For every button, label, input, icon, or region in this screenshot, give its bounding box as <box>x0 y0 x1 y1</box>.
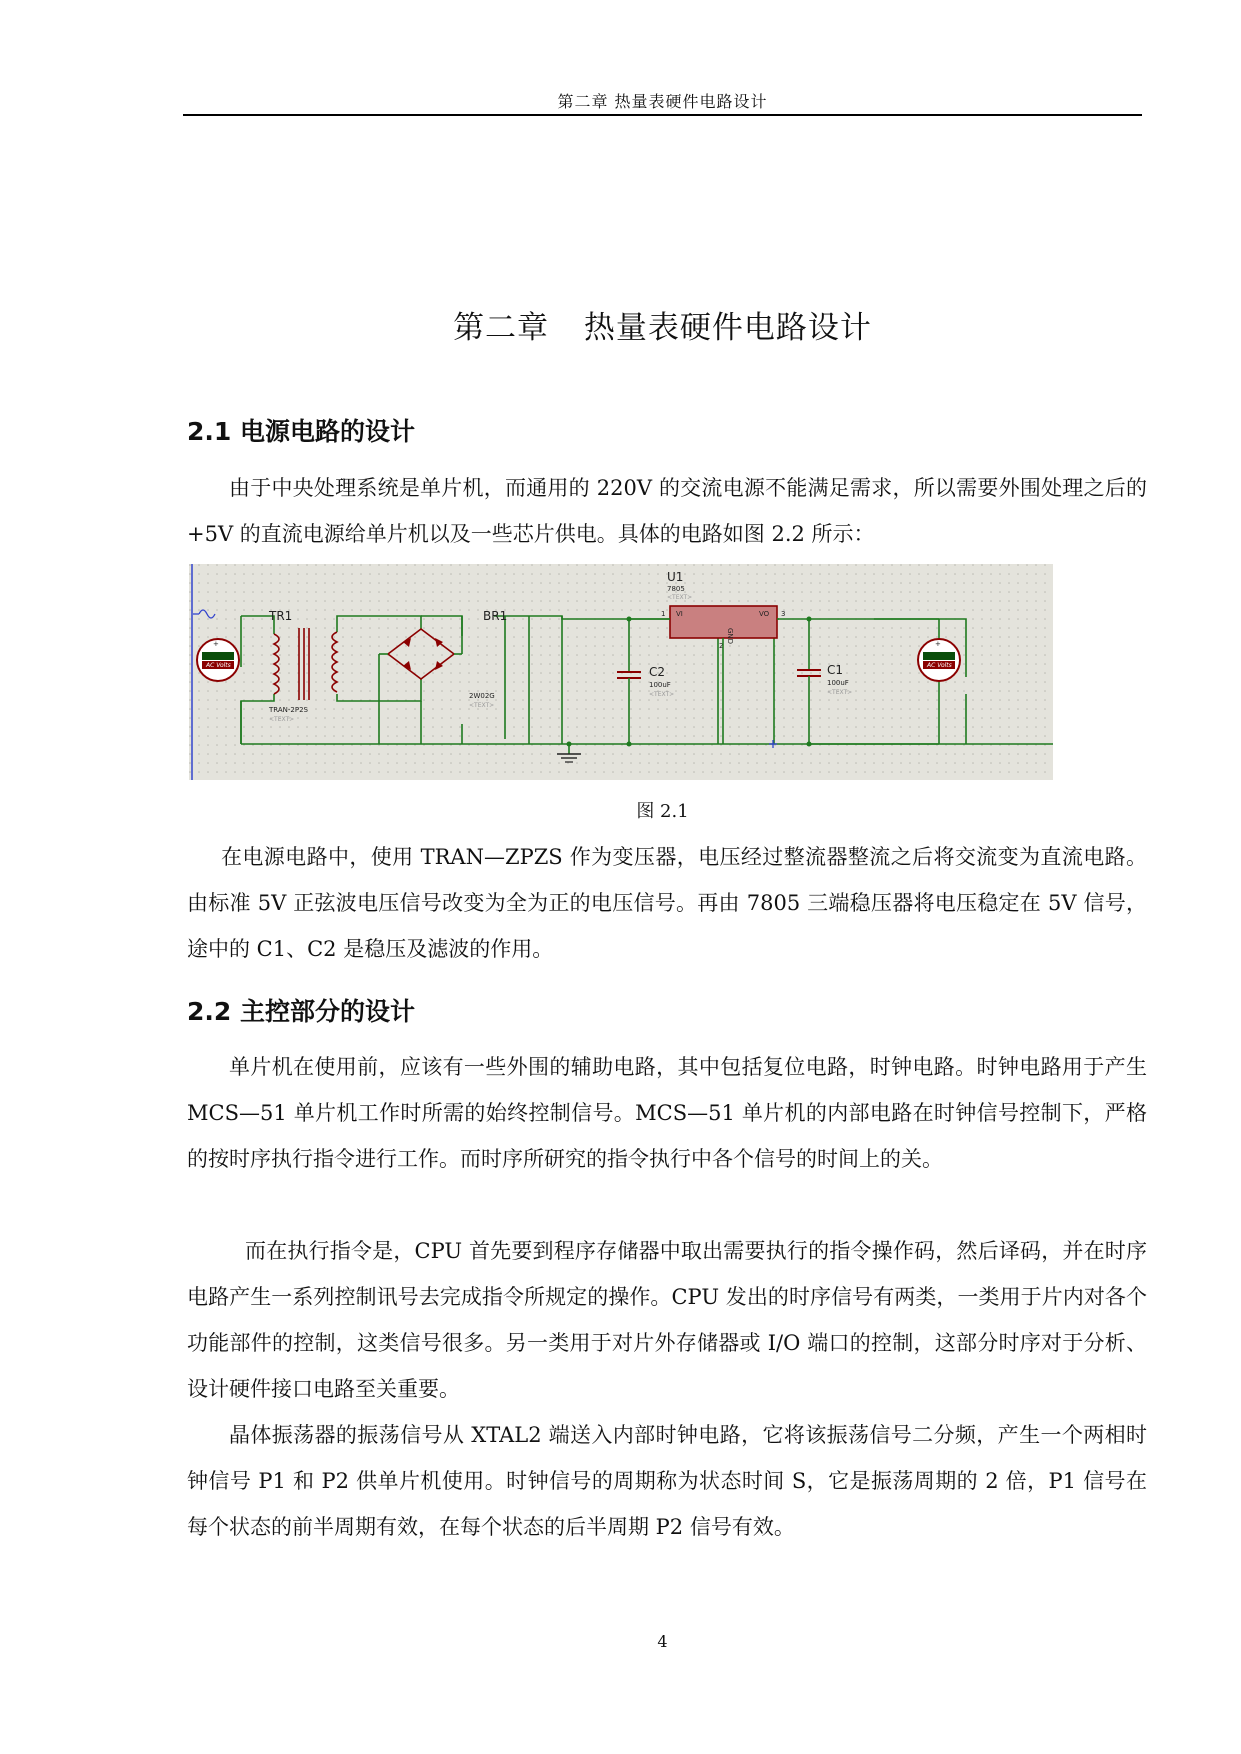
header-rule <box>183 114 1142 116</box>
u1-gnd-pin-label: GND <box>726 628 734 645</box>
paragraph-crystal-oscillator: 晶体振荡器的振荡信号从 XTAL2 端送入内部时钟电路，它将该振荡信号二分频，产生一个两相时钟信号 P1 和 P2 供单片机使用。时钟信号的周期称为状态时间 S，它是振荡周期的 2 倍，P1 信号在每个状态的前半周期有效，在每个状态的后半周期 P2 信号有效。 <box>187 1423 1147 1539</box>
c1-label: C1 <box>827 663 844 677</box>
meter-right-label: AC Volts <box>927 662 952 669</box>
u1-pin1-label: 1 <box>661 610 666 618</box>
u1-part-label: 7805 <box>667 585 685 593</box>
c2-label: C2 <box>649 665 666 679</box>
meter-left-label: AC Volts <box>206 662 231 669</box>
paragraph-mcu-peripherals: 单片机在使用前，应该有一些外围的辅助电路，其中包括复位电路，时钟电路。时钟电路用于产生 MCS—51 单片机工作时所需的始终控制信号。MCS—51 单片机的内部电路在时钟信号控制下，严格的按时序执行指令进行工作。而时序所研究的指令执行中各个信号的时间上的关。 <box>187 1055 1147 1171</box>
chapter-title: 第二章 热量表硬件电路设计 <box>453 310 872 346</box>
u1-vo-pin-label: VO <box>759 610 770 618</box>
c1-value-label: 100uF <box>827 679 849 687</box>
figure-caption: 图 2.1 <box>636 801 689 822</box>
u1-pin3-label: 3 <box>781 610 786 618</box>
br1-label: BR1 <box>483 609 508 623</box>
paragraph-power-intro: 由于中央处理系统是单片机，而通用的 220V 的交流电源不能满足需求，所以需要外围处理之后的+5V 的直流电源给单片机以及一些芯片供电。具体的电路如图 2.2 所示： <box>187 476 1147 546</box>
u1-text-tag: <TEXT> <box>667 594 693 601</box>
tr1-label: TR1 <box>269 609 293 623</box>
paragraph-power-description: 在电源电路中，使用 TRAN—ZPZS 作为变压器，电压经过整流器整流之后将交流变为直流电路。由标准 5V 正弦波电压信号改变为全为正的电压信号。再由 7805 三端稳压器将电压稳定在 5V 信号，途中的 C1、C2 是稳压及滤波的作用。 <box>187 845 1147 961</box>
u1-label: U1 <box>667 570 684 584</box>
tr1-text-tag: <TEXT> <box>269 716 295 723</box>
ac-voltmeter-left <box>197 639 239 681</box>
br1-part-label: 2W02G <box>469 692 495 700</box>
section-heading-2-1: 2.1 电源电路的设计 <box>187 417 415 446</box>
tr1-part-label: TRAN-2P2S <box>269 706 308 714</box>
page-number: 4 <box>657 1632 668 1651</box>
br1-text-tag: <TEXT> <box>469 702 495 709</box>
u1-pin2-label: 2 <box>719 642 724 650</box>
section-heading-2-2: 2.2 主控部分的设计 <box>187 997 415 1026</box>
circuit-figure <box>189 564 1053 780</box>
paragraph-instruction-timing: 而在执行指令是，CPU 首先要到程序存储器中取出需要执行的指令操作码，然后译码，并在时序电路产生一系列控制讯号去完成指令所规定的操作。CPU 发出的时序信号有两类，一类用于片内对各个功能部件的控制，这类信号很多。另一类用于对片外存储器或 I/O 端口的控制，这部分时序对于分析、设计硬件接口电路至关重要。 <box>187 1239 1147 1401</box>
power-circuit-schematic <box>189 564 1053 780</box>
running-header: 第二章 热量表硬件电路设计 <box>557 92 768 111</box>
c2-value-label: 100uF <box>649 681 671 689</box>
meter-left-plus: + <box>213 640 219 648</box>
c1-text-tag: <TEXT> <box>827 689 853 696</box>
meter-right-plus: + <box>935 640 941 648</box>
c2-text-tag: <TEXT> <box>649 691 675 698</box>
u1-vi-pin-label: VI <box>676 610 683 618</box>
